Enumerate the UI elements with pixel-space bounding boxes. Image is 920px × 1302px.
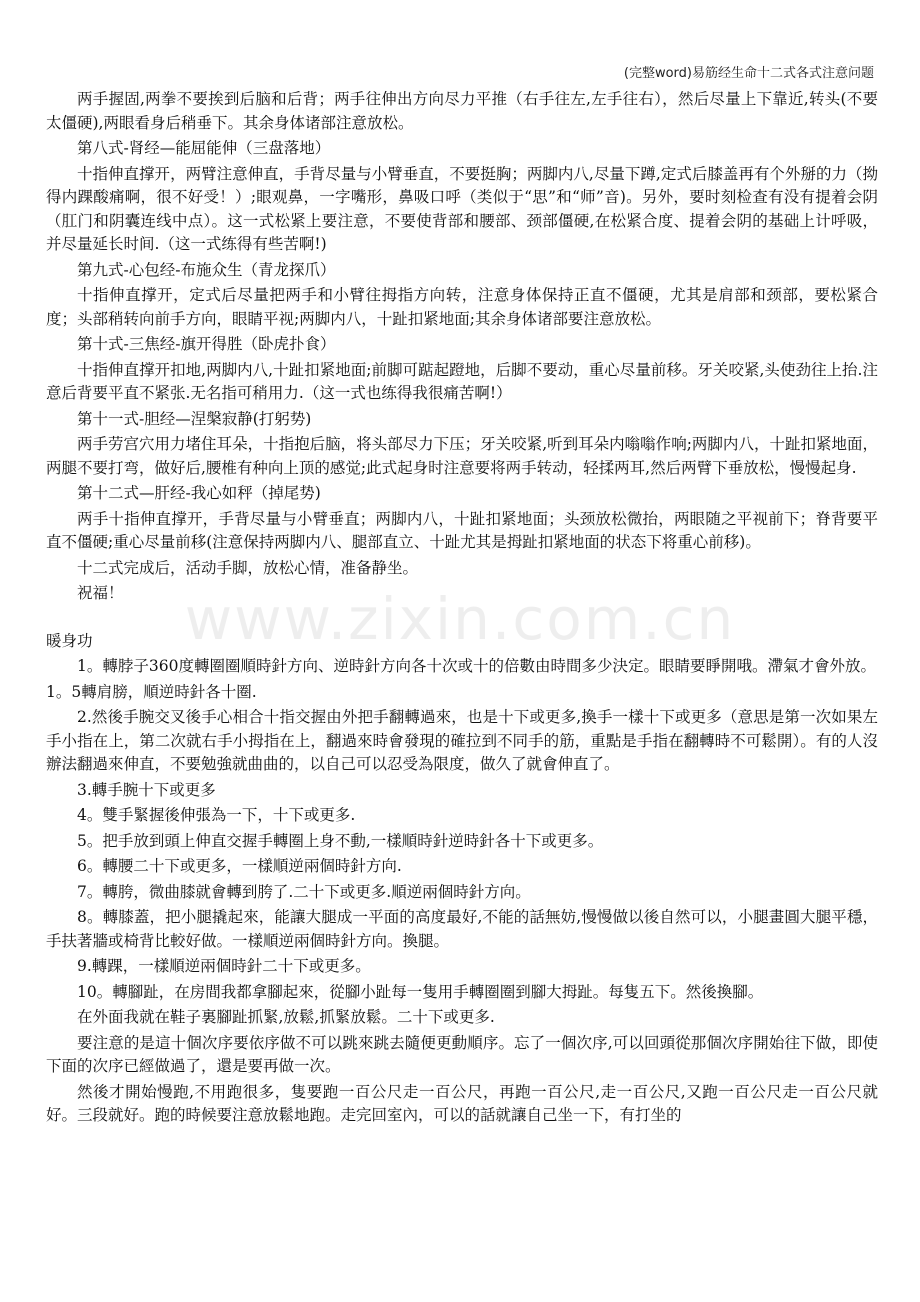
yijinjing-section [46, 88, 878, 606]
paragraph: 第八式-肾经—能屈能伸（三盘落地） [77, 139, 331, 157]
paragraph: 1。5轉肩膀，順逆時針各十圈. [46, 682, 257, 701]
paragraph: 十指伸直撑开，定式后尽量把两手和小臂往拇指方向转，注意身体保持正直不僵硬，尤其是肩部和颈部，要松紧合度；头部稍转向前手方向，眼睛平视;两脚内八，十趾扣紧地面;其余身体诸部要注意放松。 [46, 286, 878, 328]
paragraph: 第十一式-胆经—涅槃寂静(打躬势) [77, 409, 312, 428]
paragraph: 1。轉脖子360度轉圈圈順時針方向、逆時針方向各十次或十的倍數由時間多少決定。眼睛要睜開哦。滯氣才會外放。 [77, 657, 876, 675]
paragraph: 8。轉膝蓋，把小腿撬起來，能讓大腿成一平面的高度最好,不能的話無妨,慢慢做以後自然可以，小腿畫圓大腿平穩，手扶著牆或椅背比較好做。一樣順逆兩個時針方向。換腿。 [46, 908, 878, 950]
paragraph: 6。轉腰二十下或更多，一樣順逆兩個時針方向. [77, 857, 402, 875]
paragraph: 要注意的是這十個次序要依序做不可以跳來跳去隨便更動順序。忘了一個次序,可以回頭從那個次序開始往下做，即使下面的次序已經做過了，還是要再做一次。 [46, 1033, 878, 1075]
section-gap [46, 608, 878, 630]
paragraph: 两手握固,两拳不要挨到后脑和后背；两手往伸出方向尽力平推（右手往左,左手往右），然后尽量上下靠近,转头(不要太僵硬),两眼看身后稍垂下。其余身体诸部注意放松。 [46, 90, 878, 132]
paragraph: 两手劳宫穴用力堵住耳朵，十指抱后脑，将头部尽力下压；牙关咬紧,听到耳朵内嗡嗡作响;两脚内八，十趾扣紧地面，两腿不要打弯，做好后,腰椎有种向上顶的感觉;此式起身时注意要将两手转动，轻揉两耳,然后两臂下垂放松，慢慢起身. [46, 435, 878, 477]
paragraph: 2.然後手腕交叉後手心相合十指交握由外把手翻轉過來，也是十下或更多,換手一樣十下或更多（意思是第一次如果左手小指在上，第二次就右手小拇指在上，翻過來時會發現的確拉到不同手的筋，重點是手指在翻轉時不可鬆開）。有的人沒辦法翻過來伸直，不要勉強就曲曲的，以自己可以忍受為限度，做久了就會伸直了。 [46, 708, 878, 773]
paragraph: 然後才開始慢跑,不用跑很多，隻要跑一百公尺走一百公尺，再跑一百公尺,走一百公尺,又跑一百公尺走一百公尺就好。三段就好。跑的時候要注意放鬆地跑。走完回室內，可以的話就讓自己坐一下，有打坐的 [46, 1082, 878, 1124]
paragraph: 十二式完成后，活动手脚，放松心情，准备静坐。 [77, 558, 419, 577]
paragraph: 在外面我就在鞋子裏腳趾抓緊,放鬆,抓緊放鬆。二十下或更多. [77, 1008, 495, 1026]
paragraph: 9.轉踝，一樣順逆兩個時針二十下或更多。 [77, 957, 371, 975]
paragraph: 4。雙手緊握後伸張為一下，十下或更多. [77, 806, 356, 824]
paragraph: 7。轉胯，微曲膝就會轉到胯了.二十下或更多.順逆兩個時針方向。 [77, 882, 531, 901]
paragraph: 两手十指伸直撑开，手背尽量与小臂垂直；两脚内八，十趾扣紧地面；头颈放松微抬，两眼随之平视前下；脊背要平直不僵硬;重心尽量前移(注意保持两脚内八、腿部直立、十趾尤其是拇趾扣紧地面的状态下将重心前移)。 [46, 509, 878, 551]
paragraph: 第十式-三焦经-旗开得胜（卧虎扑食） [77, 335, 336, 353]
document-body [46, 88, 878, 1130]
watermark: www.zixin.com.cn [184, 585, 736, 653]
paragraph: 第九式-心包经-布施众生（青龙探爪） [77, 260, 336, 279]
paragraph: 十指伸直撑开，两臂注意伸直，手背尽量与小臂垂直，不要挺胸；两脚内八,尽量下蹲,定式后膝盖再有个外掰的力（拗得内踝酸痛啊，很不好受！）;眼观鼻，一字嘴形，鼻吸口呼（类似于“思”和“师”音)。另外，要时刻检查有没有提着会阴（肛门和阴囊连线中点）。这一式松紧上要注意，不要使背部和腰部、颈部僵硬,在松紧合度、提着会阴的基础上计呼吸，并尽量延长时间.（这一式练得有些苦啊!) [46, 164, 878, 253]
paragraph: 十指伸直撑开扣地,两脚内八,十趾扣紧地面;前脚可踮起蹬地，后脚不要动，重心尽量前移。牙关咬紧,头使劲往上抬.注意后背要平直不紧张.无名指可稍用力.（这一式也练得我很痛苦啊!） [46, 360, 878, 402]
paragraph: 3.轉手腕十下或更多 [77, 780, 216, 799]
paragraph: 第十二式—肝经-我心如秤（掉尾势) [77, 484, 321, 502]
paragraph: 10。轉腳趾，在房間我都拿腳起來，從腳小趾每一隻用手轉圈圈到腳大拇趾。每隻五下。然後換腳。 [77, 982, 764, 1001]
page-header: (完整word)易筋经生命十二式各式注意问题 [623, 66, 874, 81]
warmup-section [46, 655, 878, 1128]
section-title-warmup: 暖身功 [46, 631, 93, 650]
paragraph: 祝福！ [77, 584, 124, 602]
paragraph: 5。把手放到頭上伸直交握手轉圈上身不動,一樣順時針逆時針各十下或更多。 [77, 831, 604, 850]
